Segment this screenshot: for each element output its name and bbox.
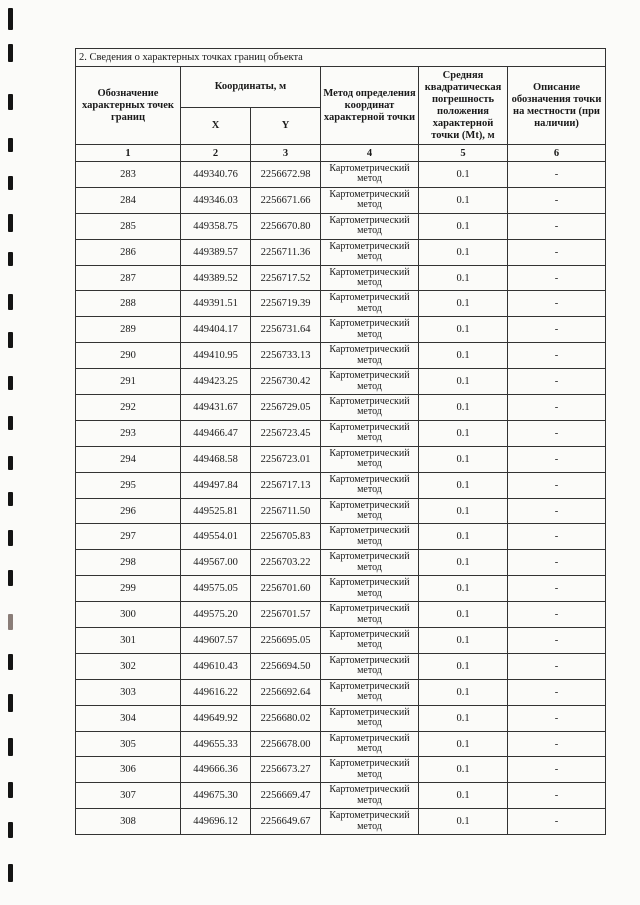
x-coordinate-cell: 449567.00	[181, 550, 251, 576]
point-id-cell: 285	[76, 213, 181, 239]
mean-square-error-cell: 0.1	[419, 498, 508, 524]
method-cell: Картометрический метод	[321, 291, 419, 317]
y-coordinate-cell: 2256692.64	[251, 679, 321, 705]
y-coordinate-cell: 2256733.13	[251, 343, 321, 369]
method-cell: Картометрический метод	[321, 395, 419, 421]
x-coordinate-cell: 449649.92	[181, 705, 251, 731]
method-cell: Картометрический метод	[321, 628, 419, 654]
method-cell: Картометрический метод	[321, 472, 419, 498]
mean-square-error-cell: 0.1	[419, 343, 508, 369]
mean-square-error-cell: 0.1	[419, 291, 508, 317]
point-id-cell: 304	[76, 705, 181, 731]
mean-square-error-cell: 0.1	[419, 524, 508, 550]
point-id-cell: 306	[76, 757, 181, 783]
y-coordinate-cell: 2256723.45	[251, 420, 321, 446]
y-coordinate-cell: 2256723.01	[251, 446, 321, 472]
x-coordinate-cell: 449431.67	[181, 395, 251, 421]
column-number: 4	[321, 145, 419, 162]
table-row	[76, 291, 606, 317]
method-cell: Картометрический метод	[321, 162, 419, 188]
description-cell: -	[508, 679, 606, 705]
method-cell: Картометрический метод	[321, 317, 419, 343]
description-cell: -	[508, 550, 606, 576]
x-coordinate-cell: 449575.05	[181, 576, 251, 602]
y-coordinate-cell: 2256730.42	[251, 369, 321, 395]
x-coordinate-cell: 449497.84	[181, 472, 251, 498]
method-cell: Картометрический метод	[321, 757, 419, 783]
table-row	[76, 317, 606, 343]
mean-square-error-cell: 0.1	[419, 602, 508, 628]
x-coordinate-cell: 449391.51	[181, 291, 251, 317]
y-coordinate-cell: 2256711.36	[251, 239, 321, 265]
header-method: Метод определения координат характерной точки	[321, 67, 419, 145]
description-cell: -	[508, 162, 606, 188]
mean-square-error-cell: 0.1	[419, 757, 508, 783]
table-row	[76, 187, 606, 213]
table-row	[76, 628, 606, 654]
table-row	[76, 369, 606, 395]
table-row	[76, 576, 606, 602]
mean-square-error-cell: 0.1	[419, 162, 508, 188]
point-id-cell: 294	[76, 446, 181, 472]
header-coordinates: Координаты, м	[181, 67, 321, 108]
y-coordinate-cell: 2256701.57	[251, 602, 321, 628]
mean-square-error-cell: 0.1	[419, 239, 508, 265]
method-cell: Картометрический метод	[321, 602, 419, 628]
header-y: Y	[251, 108, 321, 145]
method-cell: Картометрический метод	[321, 498, 419, 524]
x-coordinate-cell: 449389.52	[181, 265, 251, 291]
x-coordinate-cell: 449610.43	[181, 653, 251, 679]
mean-square-error-cell: 0.1	[419, 369, 508, 395]
mean-square-error-cell: 0.1	[419, 679, 508, 705]
x-coordinate-cell: 449358.75	[181, 213, 251, 239]
y-coordinate-cell: 2256703.22	[251, 550, 321, 576]
table-row	[76, 162, 606, 188]
table-row	[76, 213, 606, 239]
mean-square-error-cell: 0.1	[419, 731, 508, 757]
description-cell: -	[508, 757, 606, 783]
description-cell: -	[508, 809, 606, 835]
point-id-cell: 288	[76, 291, 181, 317]
table-row	[76, 446, 606, 472]
y-coordinate-cell: 2256673.27	[251, 757, 321, 783]
table-row	[76, 343, 606, 369]
description-cell: -	[508, 783, 606, 809]
y-coordinate-cell: 2256701.60	[251, 576, 321, 602]
table-row	[76, 498, 606, 524]
description-cell: -	[508, 265, 606, 291]
mean-square-error-cell: 0.1	[419, 395, 508, 421]
mean-square-error-cell: 0.1	[419, 705, 508, 731]
mean-square-error-cell: 0.1	[419, 628, 508, 654]
x-coordinate-cell: 449346.03	[181, 187, 251, 213]
description-cell: -	[508, 187, 606, 213]
table-row	[76, 524, 606, 550]
point-id-cell: 297	[76, 524, 181, 550]
method-cell: Картометрический метод	[321, 239, 419, 265]
table-row	[76, 420, 606, 446]
description-cell: -	[508, 705, 606, 731]
table-row	[76, 239, 606, 265]
method-cell: Картометрический метод	[321, 809, 419, 835]
description-cell: -	[508, 576, 606, 602]
y-coordinate-cell: 2256729.05	[251, 395, 321, 421]
point-id-cell: 295	[76, 472, 181, 498]
point-id-cell: 289	[76, 317, 181, 343]
description-cell: -	[508, 213, 606, 239]
method-cell: Картометрический метод	[321, 679, 419, 705]
x-coordinate-cell: 449466.47	[181, 420, 251, 446]
point-id-cell: 301	[76, 628, 181, 654]
mean-square-error-cell: 0.1	[419, 653, 508, 679]
column-number: 5	[419, 145, 508, 162]
method-cell: Картометрический метод	[321, 550, 419, 576]
x-coordinate-cell: 449616.22	[181, 679, 251, 705]
point-id-cell: 303	[76, 679, 181, 705]
column-number: 3	[251, 145, 321, 162]
method-cell: Картометрический метод	[321, 446, 419, 472]
y-coordinate-cell: 2256705.83	[251, 524, 321, 550]
method-cell: Картометрический метод	[321, 731, 419, 757]
description-cell: -	[508, 446, 606, 472]
y-coordinate-cell: 2256669.47	[251, 783, 321, 809]
description-cell: -	[508, 653, 606, 679]
method-cell: Картометрический метод	[321, 265, 419, 291]
y-coordinate-cell: 2256649.67	[251, 809, 321, 835]
description-cell: -	[508, 239, 606, 265]
header-mean-square-error: Средняя квадратическая погрешность положения характерной точки (Mt), м	[419, 67, 508, 145]
mean-square-error-cell: 0.1	[419, 472, 508, 498]
table-row	[76, 602, 606, 628]
method-cell: Картометрический метод	[321, 420, 419, 446]
table-row	[76, 809, 606, 835]
y-coordinate-cell: 2256671.66	[251, 187, 321, 213]
description-cell: -	[508, 395, 606, 421]
y-coordinate-cell: 2256678.00	[251, 731, 321, 757]
x-coordinate-cell: 449423.25	[181, 369, 251, 395]
x-coordinate-cell: 449655.33	[181, 731, 251, 757]
binding-holes	[0, 0, 22, 905]
point-id-cell: 296	[76, 498, 181, 524]
point-id-cell: 300	[76, 602, 181, 628]
x-coordinate-cell: 449404.17	[181, 317, 251, 343]
x-coordinate-cell: 449468.58	[181, 446, 251, 472]
method-cell: Картометрический метод	[321, 187, 419, 213]
method-cell: Картометрический метод	[321, 705, 419, 731]
x-coordinate-cell: 449525.81	[181, 498, 251, 524]
column-number: 2	[181, 145, 251, 162]
method-cell: Картометрический метод	[321, 653, 419, 679]
description-cell: -	[508, 343, 606, 369]
x-coordinate-cell: 449607.57	[181, 628, 251, 654]
point-id-cell: 283	[76, 162, 181, 188]
description-cell: -	[508, 524, 606, 550]
header-x: X	[181, 108, 251, 145]
table-row	[76, 472, 606, 498]
description-cell: -	[508, 472, 606, 498]
point-id-cell: 307	[76, 783, 181, 809]
point-id-cell: 286	[76, 239, 181, 265]
method-cell: Картометрический метод	[321, 783, 419, 809]
mean-square-error-cell: 0.1	[419, 187, 508, 213]
x-coordinate-cell: 449410.95	[181, 343, 251, 369]
description-cell: -	[508, 628, 606, 654]
column-number: 1	[76, 145, 181, 162]
table-row	[76, 705, 606, 731]
x-coordinate-cell: 449575.20	[181, 602, 251, 628]
description-cell: -	[508, 731, 606, 757]
x-coordinate-cell: 449340.76	[181, 162, 251, 188]
method-cell: Картометрический метод	[321, 343, 419, 369]
table-row	[76, 783, 606, 809]
description-cell: -	[508, 420, 606, 446]
point-id-cell: 302	[76, 653, 181, 679]
x-coordinate-cell: 449696.12	[181, 809, 251, 835]
y-coordinate-cell: 2256680.02	[251, 705, 321, 731]
table-row	[76, 757, 606, 783]
method-cell: Картометрический метод	[321, 576, 419, 602]
x-coordinate-cell: 449554.01	[181, 524, 251, 550]
y-coordinate-cell: 2256672.98	[251, 162, 321, 188]
mean-square-error-cell: 0.1	[419, 809, 508, 835]
point-id-cell: 308	[76, 809, 181, 835]
mean-square-error-cell: 0.1	[419, 265, 508, 291]
x-coordinate-cell: 449389.57	[181, 239, 251, 265]
description-cell: -	[508, 317, 606, 343]
mean-square-error-cell: 0.1	[419, 420, 508, 446]
column-number-row	[76, 145, 606, 162]
x-coordinate-cell: 449666.36	[181, 757, 251, 783]
y-coordinate-cell: 2256670.80	[251, 213, 321, 239]
point-id-cell: 290	[76, 343, 181, 369]
section-title: 2. Сведения о характерных точках границ объекта	[76, 49, 606, 67]
point-id-cell: 299	[76, 576, 181, 602]
method-cell: Картометрический метод	[321, 213, 419, 239]
table-row	[76, 265, 606, 291]
table-row	[76, 395, 606, 421]
y-coordinate-cell: 2256717.52	[251, 265, 321, 291]
table-row	[76, 679, 606, 705]
table-row	[76, 653, 606, 679]
point-id-cell: 287	[76, 265, 181, 291]
mean-square-error-cell: 0.1	[419, 317, 508, 343]
table-row	[76, 550, 606, 576]
x-coordinate-cell: 449675.30	[181, 783, 251, 809]
mean-square-error-cell: 0.1	[419, 446, 508, 472]
point-id-cell: 305	[76, 731, 181, 757]
y-coordinate-cell: 2256694.50	[251, 653, 321, 679]
mean-square-error-cell: 0.1	[419, 550, 508, 576]
description-cell: -	[508, 291, 606, 317]
description-cell: -	[508, 369, 606, 395]
method-cell: Картометрический метод	[321, 524, 419, 550]
y-coordinate-cell: 2256731.64	[251, 317, 321, 343]
column-number: 6	[508, 145, 606, 162]
points-table-container	[75, 48, 605, 835]
point-id-cell: 293	[76, 420, 181, 446]
y-coordinate-cell: 2256717.13	[251, 472, 321, 498]
header-description: Описание обозначения точки на местности (при наличии)	[508, 67, 606, 145]
y-coordinate-cell: 2256695.05	[251, 628, 321, 654]
mean-square-error-cell: 0.1	[419, 783, 508, 809]
description-cell: -	[508, 498, 606, 524]
boundary-points-table	[75, 48, 606, 835]
mean-square-error-cell: 0.1	[419, 576, 508, 602]
y-coordinate-cell: 2256711.50	[251, 498, 321, 524]
description-cell: -	[508, 602, 606, 628]
table-row	[76, 731, 606, 757]
point-id-cell: 292	[76, 395, 181, 421]
point-id-cell: 291	[76, 369, 181, 395]
point-id-cell: 298	[76, 550, 181, 576]
y-coordinate-cell: 2256719.39	[251, 291, 321, 317]
mean-square-error-cell: 0.1	[419, 213, 508, 239]
header-point-designation: Обозначение характерных точек границ	[76, 67, 181, 145]
method-cell: Картометрический метод	[321, 369, 419, 395]
point-id-cell: 284	[76, 187, 181, 213]
